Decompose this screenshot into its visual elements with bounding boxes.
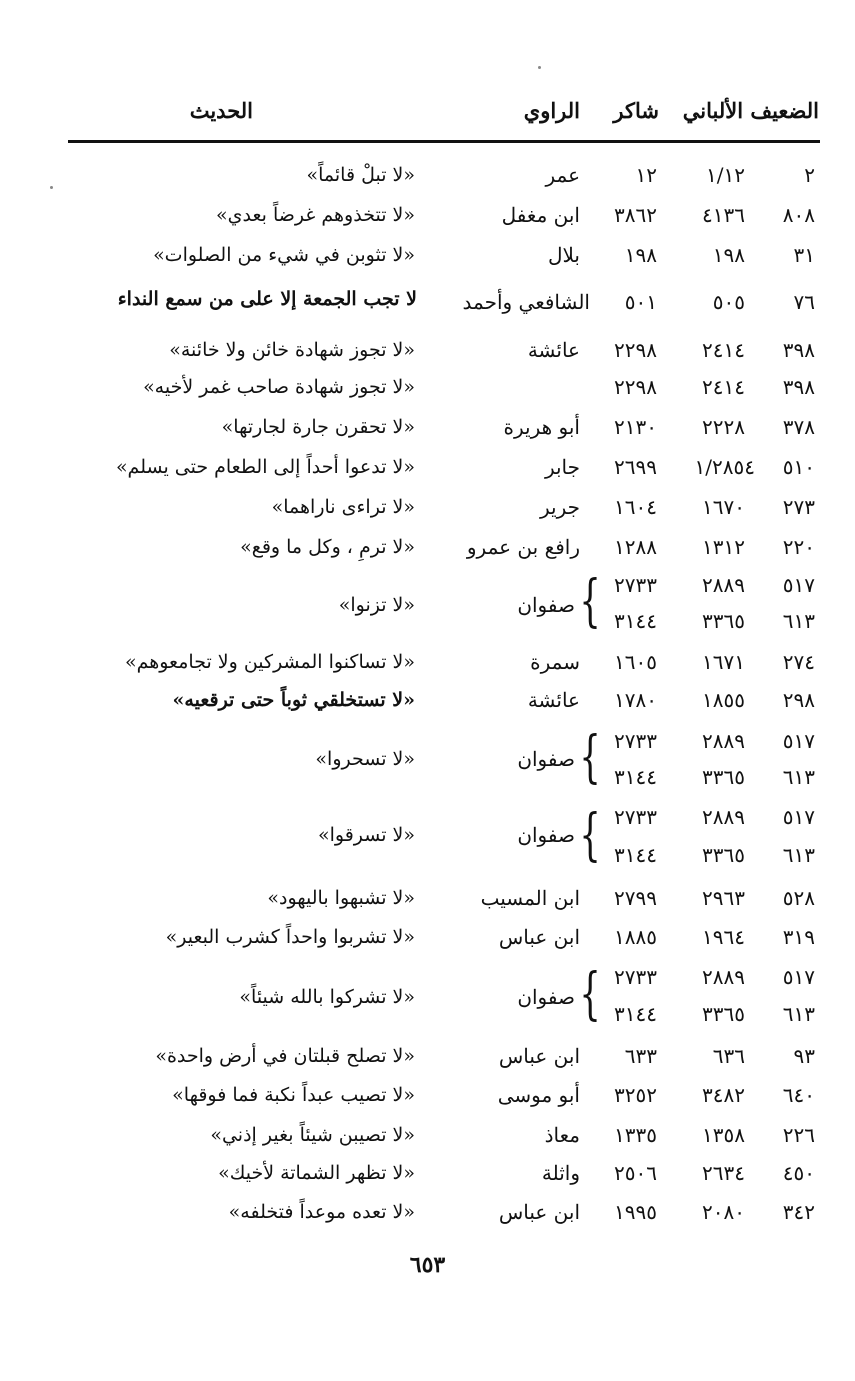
shakir-cell: ١٩٩٥ xyxy=(614,1200,657,1224)
daif-cell: ٦١٣ xyxy=(782,765,815,789)
shakir-cell: ٥٠١ xyxy=(624,290,657,314)
hadith-cell: «لا تظهر الشماتة لأخيك» xyxy=(218,1162,415,1184)
rawi-cell: الشافعي وأحمد xyxy=(462,290,590,314)
albani-cell: ٢٢٢٨ xyxy=(702,415,745,439)
shakir-cell: ١٣٣٥ xyxy=(614,1123,657,1147)
hadith-cell: «لا تثوبن في شيء من الصلوات» xyxy=(153,244,415,266)
shakir-cell: ٣١٤٤ xyxy=(614,1002,657,1026)
daif-cell: ٥١٠ xyxy=(782,455,815,479)
albani-cell: ١٦٧٠ xyxy=(702,495,745,519)
albani-cell: ٦٣٦ xyxy=(712,1044,745,1068)
rawi-cell: عمر xyxy=(545,163,580,187)
speck xyxy=(538,66,541,69)
albani-cell: ١٦٧١ xyxy=(702,650,745,674)
albani-cell: ٥٠٥ xyxy=(712,290,745,314)
daif-cell: ٢ xyxy=(804,163,815,187)
shakir-cell: ٣١٤٤ xyxy=(614,765,657,789)
albani-cell: ٤١٣٦ xyxy=(702,203,745,227)
hadith-cell: «لا تصلح قبلتان في أرض واحدة» xyxy=(155,1045,415,1067)
hadith-cell: «لا تتخذوهم غرضاً بعدي» xyxy=(216,204,415,226)
shakir-cell: ٢٢٩٨ xyxy=(614,338,657,362)
daif-cell: ٣٧٨ xyxy=(782,415,815,439)
shakir-cell: ٦٣٣ xyxy=(624,1044,657,1068)
hadith-cell: «لا تصيب عبداً نكبة فما فوقها» xyxy=(172,1084,415,1106)
rawi-cell: ابن عباس xyxy=(498,1044,580,1068)
daif-cell: ٨٠٨ xyxy=(782,203,815,227)
rawi-cell: عائشة xyxy=(527,338,580,362)
hadith-cell: «لا تعده موعداً فتخلفه» xyxy=(228,1201,415,1223)
albani-cell: ١٨٥٥ xyxy=(702,688,745,712)
header-rawi: الراوي xyxy=(523,98,580,123)
shakir-cell: ١٨٨٥ xyxy=(614,925,657,949)
rawi-cell: صفوان xyxy=(517,593,575,617)
group-brace: { xyxy=(579,569,601,634)
shakir-cell: ٢٧٣٣ xyxy=(614,805,657,829)
shakir-cell: ٣١٤٤ xyxy=(614,609,657,633)
group-brace: { xyxy=(579,803,601,868)
header-rule xyxy=(68,140,820,143)
albani-cell: ٣٣٦٥ xyxy=(702,843,745,867)
hadith-cell: «لا تدعوا أحداً إلى الطعام حتى يسلم» xyxy=(115,456,415,478)
rawi-cell: جرير xyxy=(540,495,580,519)
albani-cell: ٢٤١٤ xyxy=(702,375,745,399)
albani-cell: ١٣٥٨ xyxy=(702,1123,745,1147)
rawi-cell: بلال xyxy=(547,243,580,267)
hadith-cell: «لا تصيبن شيئاً بغير إذني» xyxy=(210,1124,415,1146)
shakir-cell: ٣١٤٤ xyxy=(614,843,657,867)
albani-cell: ٣٣٦٥ xyxy=(702,765,745,789)
hadith-cell: «لا تراءى ناراهما» xyxy=(271,496,415,518)
daif-cell: ٦١٣ xyxy=(782,843,815,867)
rawi-cell: صفوان xyxy=(517,823,575,847)
hadith-cell: «لا تستخلقي ثوباً حتى ترقعيه» xyxy=(172,689,415,711)
daif-cell: ٥١٧ xyxy=(782,573,815,597)
daif-cell: ٥١٧ xyxy=(782,729,815,753)
daif-cell: ٥١٧ xyxy=(782,805,815,829)
rawi-cell: صفوان xyxy=(517,985,575,1009)
rawi-cell: جابر xyxy=(544,455,580,479)
albani-cell: ٣٣٦٥ xyxy=(702,1002,745,1026)
page-number: ٦٥٣ xyxy=(409,1252,446,1278)
hadith-cell: «لا تشركوا بالله شيئاً» xyxy=(239,986,415,1008)
daif-cell: ٧٦ xyxy=(793,290,815,314)
daif-cell: ٤٥٠ xyxy=(782,1161,815,1185)
shakir-cell: ١٢٨٨ xyxy=(614,535,657,559)
shakir-cell: ١٧٨٠ xyxy=(614,688,657,712)
albani-cell: ٢٨٨٩ xyxy=(702,805,745,829)
header-daif-albani: الضعيف الألباني xyxy=(682,98,819,123)
shakir-cell: ١٦٠٤ xyxy=(614,495,657,519)
albani-cell: ١/١٢ xyxy=(706,163,745,187)
header-hadith: الحديث xyxy=(189,98,253,123)
albani-cell: ١٣١٢ xyxy=(702,535,745,559)
rawi-cell: معاذ xyxy=(544,1123,580,1147)
daif-cell: ٣٩٨ xyxy=(782,375,815,399)
hadith-cell: لا تجب الجمعة إلا على من سمع النداء xyxy=(117,288,417,310)
group-brace: { xyxy=(579,962,601,1027)
albani-cell: ٢٨٨٩ xyxy=(702,965,745,989)
rawi-cell: ابن عباس xyxy=(498,925,580,949)
group-brace: { xyxy=(579,725,601,790)
rawi-cell: سمرة xyxy=(530,650,580,674)
shakir-cell: ٢٦٩٩ xyxy=(614,455,657,479)
daif-cell: ٣١٩ xyxy=(782,925,815,949)
rawi-cell: عائشة xyxy=(527,688,580,712)
albani-cell: ٢٨٨٩ xyxy=(702,573,745,597)
shakir-cell: ٢٧٣٣ xyxy=(614,573,657,597)
daif-cell: ٦١٣ xyxy=(782,609,815,633)
rawi-cell: أبو هريرة xyxy=(503,415,580,439)
daif-cell: ٣٤٢ xyxy=(782,1200,815,1224)
shakir-cell: ٢٥٠٦ xyxy=(614,1161,657,1185)
header-shakir: شاكر xyxy=(613,98,659,123)
daif-cell: ٢٢٠ xyxy=(782,535,815,559)
rawi-cell: ابن المسيب xyxy=(480,886,580,910)
rawi-cell: واثلة xyxy=(541,1161,580,1185)
shakir-cell: ٢٢٩٨ xyxy=(614,375,657,399)
shakir-cell: ٢١٣٠ xyxy=(614,415,657,439)
hadith-cell: «لا تجوز شهادة خائن ولا خائنة» xyxy=(169,339,415,361)
hadith-cell: «لا تحقرن جارة لجارتها» xyxy=(221,416,415,438)
daif-cell: ٢٢٦ xyxy=(782,1123,815,1147)
shakir-cell: ٢٧٩٩ xyxy=(614,886,657,910)
hadith-cell: «لا تشربوا واحداً كشرب البعير» xyxy=(165,926,415,948)
daif-cell: ٢٧٤ xyxy=(782,650,815,674)
shakir-cell: ٣٢٥٢ xyxy=(614,1083,657,1107)
daif-cell: ٥١٧ xyxy=(782,965,815,989)
shakir-cell: ٢٧٣٣ xyxy=(614,729,657,753)
daif-cell: ٢٩٨ xyxy=(782,688,815,712)
albani-cell: ١٩٦٤ xyxy=(702,925,745,949)
shakir-cell: ٢٧٣٣ xyxy=(614,965,657,989)
hadith-cell: «لا تساكنوا المشركين ولا تجامعوهم» xyxy=(124,651,415,673)
albani-cell: ٣٣٦٥ xyxy=(702,609,745,633)
hadith-cell: «لا تزنوا» xyxy=(338,594,415,616)
daif-cell: ٢٧٣ xyxy=(782,495,815,519)
hadith-cell: «لا تجوز شهادة صاحب غمر لأخيه» xyxy=(143,376,415,398)
rawi-cell: صفوان xyxy=(517,747,575,771)
rawi-cell: أبو موسى xyxy=(497,1083,580,1107)
albani-cell: ٣٤٨٢ xyxy=(702,1083,745,1107)
shakir-cell: ١٩٨ xyxy=(624,243,657,267)
shakir-cell: ١٦٠٥ xyxy=(614,650,657,674)
daif-cell: ٦١٣ xyxy=(782,1002,815,1026)
daif-cell: ٣٩٨ xyxy=(782,338,815,362)
rawi-cell: ابن عباس xyxy=(498,1200,580,1224)
hadith-cell: «لا ترمِ ، وكل ما وقع» xyxy=(240,536,415,558)
albani-cell: ٢٠٨٠ xyxy=(702,1200,745,1224)
albani-cell: ٢٤١٤ xyxy=(702,338,745,362)
hadith-cell: «لا تشبهوا باليهود» xyxy=(267,887,415,909)
albani-cell: ٢٨٨٩ xyxy=(702,729,745,753)
rawi-cell: رافع بن عمرو xyxy=(466,535,580,559)
shakir-cell: ١٢ xyxy=(635,163,657,187)
daif-cell: ٥٢٨ xyxy=(782,886,815,910)
albani-cell: ٢٦٣٤ xyxy=(702,1161,745,1185)
albani-cell: ١/٢٨٥٤ xyxy=(694,455,755,479)
hadith-cell: «لا تبلْ قائماً» xyxy=(306,164,415,186)
albani-cell: ١٩٨ xyxy=(712,243,745,267)
daif-cell: ٩٣ xyxy=(793,1044,815,1068)
shakir-cell: ٣٨٦٢ xyxy=(614,203,657,227)
daif-cell: ٣١ xyxy=(793,243,815,267)
daif-cell: ٦٤٠ xyxy=(782,1083,815,1107)
hadith-cell: «لا تسرقوا» xyxy=(317,824,415,846)
rawi-cell: ابن مغفل xyxy=(501,203,580,227)
albani-cell: ٢٩٦٣ xyxy=(702,886,745,910)
hadith-cell: «لا تسحروا» xyxy=(315,748,415,770)
